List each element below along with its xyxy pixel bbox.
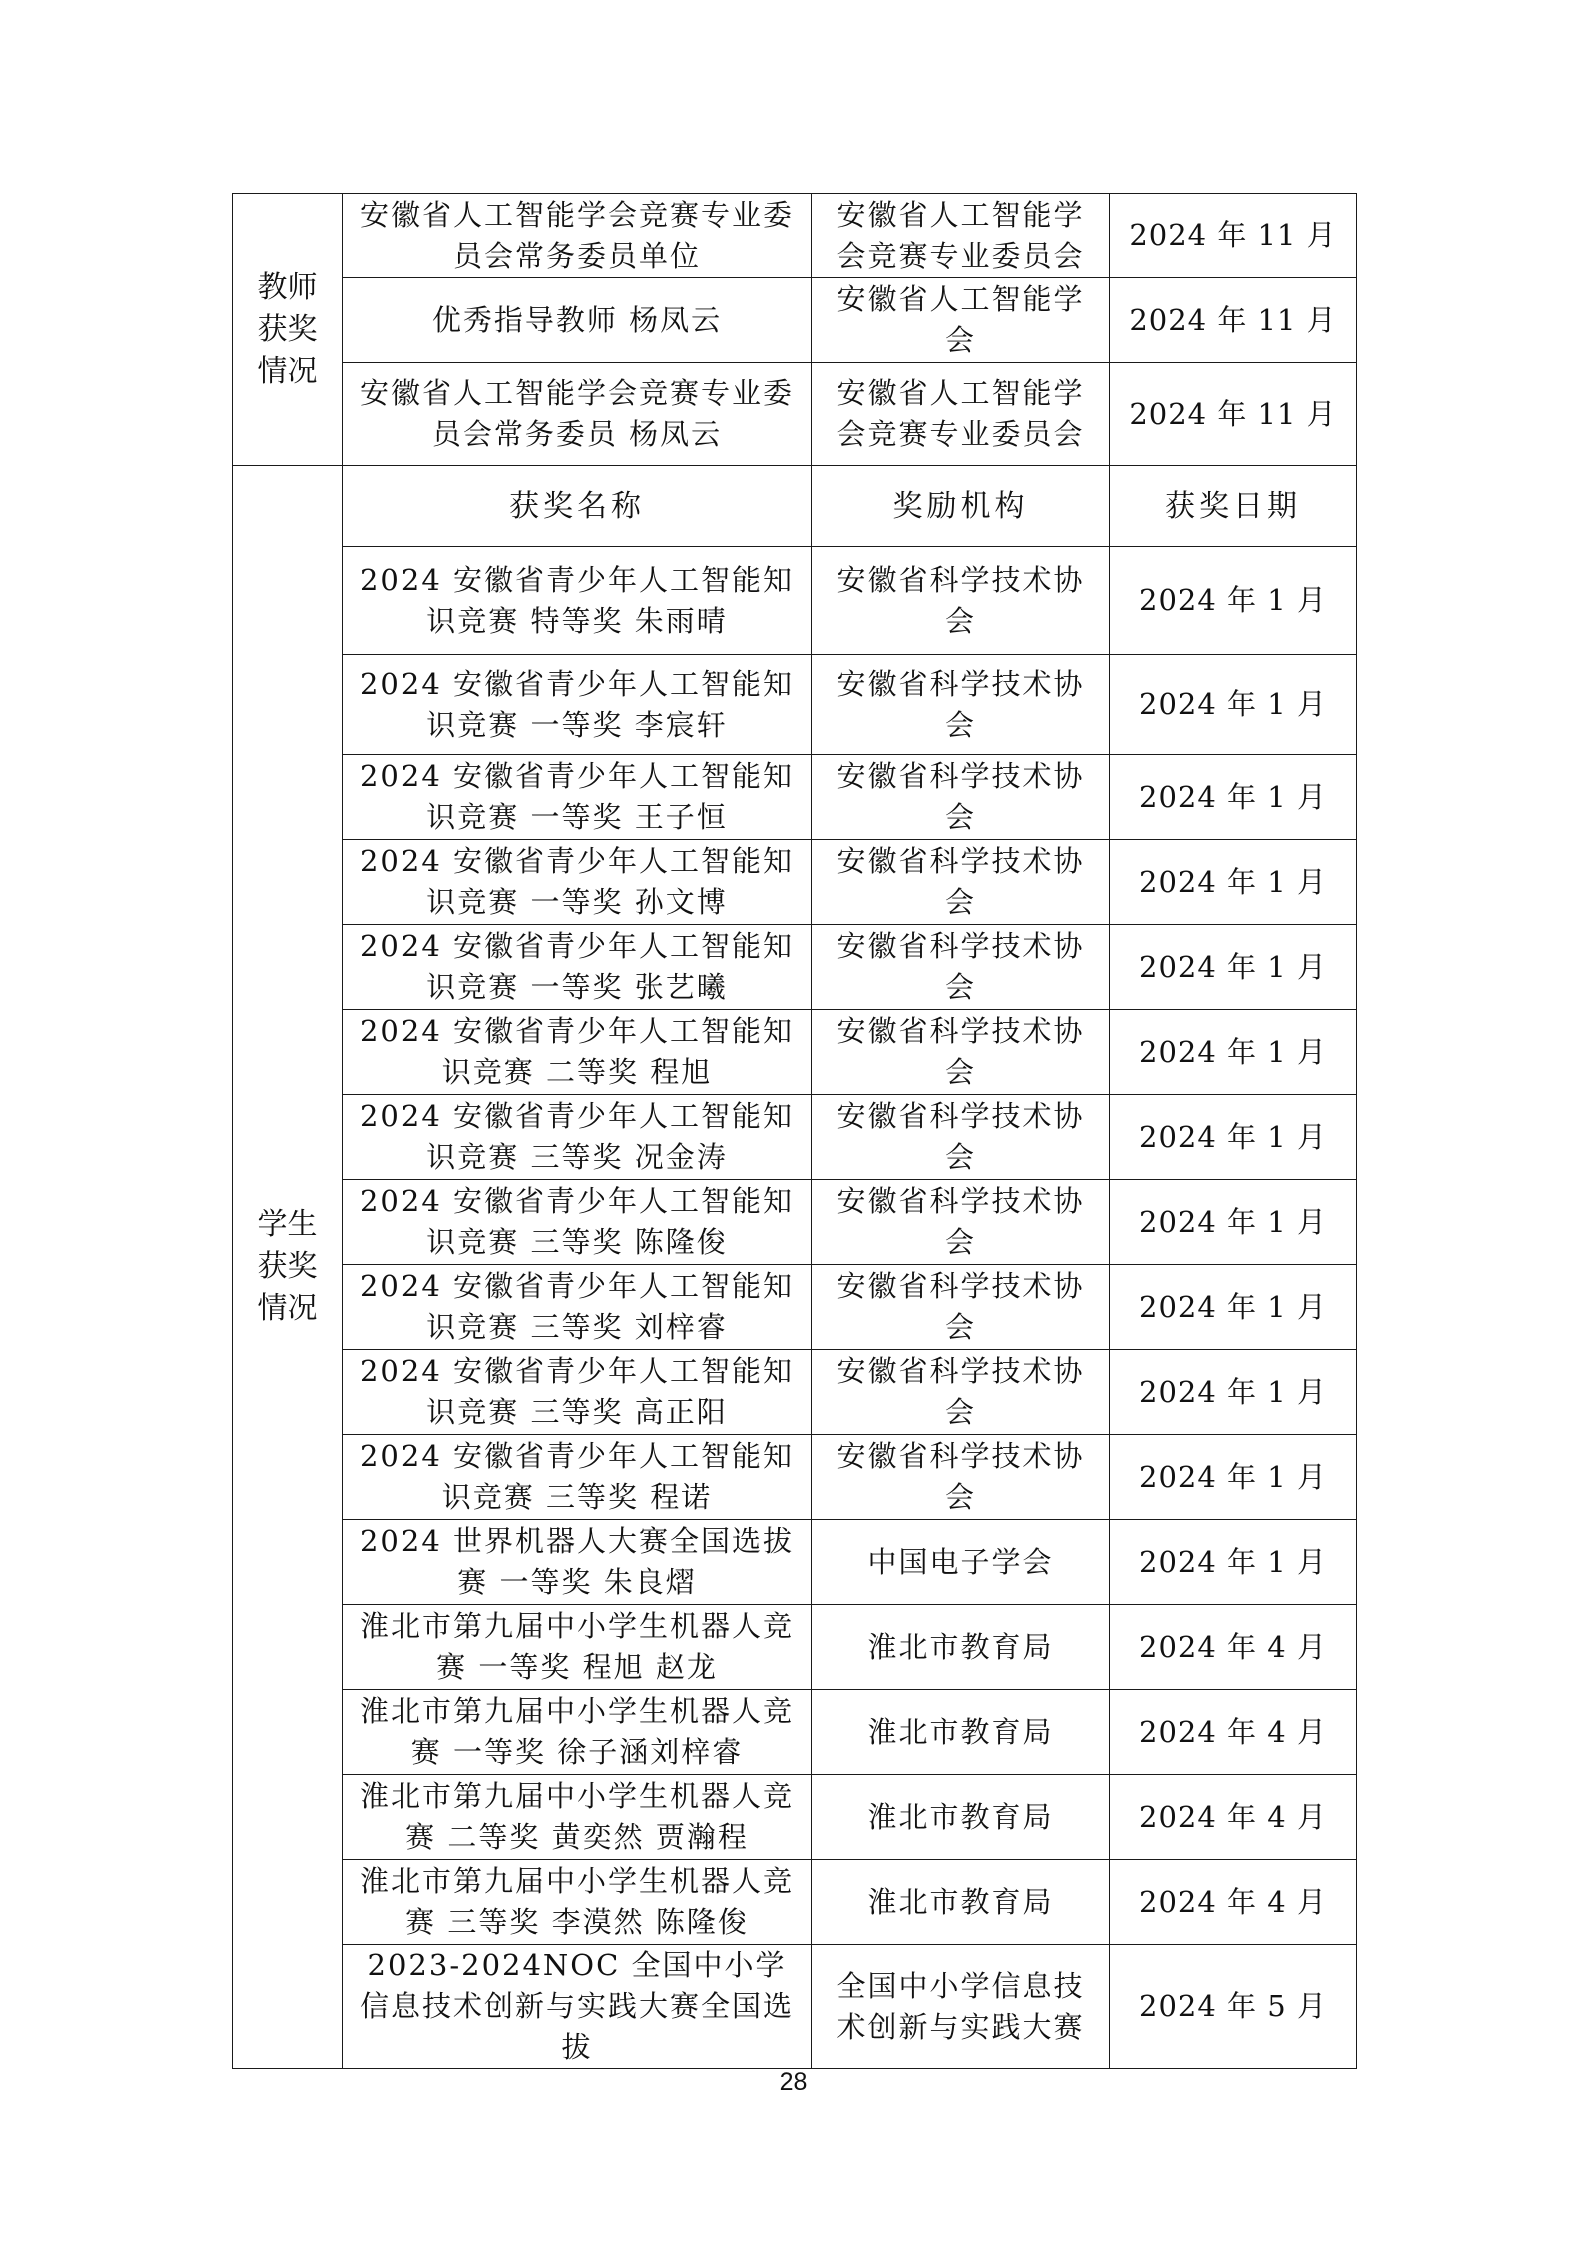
award-org-cell: 安徽省科学技术协会	[812, 755, 1110, 840]
award-name-cell: 2024 安徽省青少年人工智能知识竞赛 三等奖 陈隆俊	[343, 1180, 812, 1265]
award-name-cell: 2024 世界机器人大赛全国选拔赛 一等奖 朱良熠	[343, 1520, 812, 1605]
award-org-cell: 安徽省人工智能学会竞赛专业委员会	[812, 363, 1110, 466]
award-date-cell: 2024 年 4 月	[1110, 1690, 1357, 1775]
award-date-cell: 2024 年 1 月	[1110, 925, 1357, 1010]
award-org-cell: 安徽省科学技术协会	[812, 1350, 1110, 1435]
award-name-cell: 2024 安徽省青少年人工智能知识竞赛 三等奖 刘梓睿	[343, 1265, 812, 1350]
award-org-cell: 安徽省科学技术协会	[812, 1265, 1110, 1350]
award-name-cell: 2024 安徽省青少年人工智能知识竞赛 特等奖 朱雨晴	[343, 547, 812, 655]
table-row	[233, 1180, 1357, 1265]
award-date-cell: 2024 年 11 月	[1110, 194, 1357, 278]
award-org-cell: 安徽省科学技术协会	[812, 840, 1110, 925]
award-date-cell: 2024 年 1 月	[1110, 755, 1357, 840]
header-award-date: 获奖日期	[1110, 466, 1357, 547]
award-date-cell: 2024 年 1 月	[1110, 655, 1357, 755]
page-number: 28	[779, 2068, 808, 2096]
table-row	[233, 363, 1357, 466]
table-row	[233, 1095, 1357, 1180]
table-row	[233, 1775, 1357, 1860]
award-date-cell: 2024 年 5 月	[1110, 1945, 1357, 2069]
award-name-cell: 优秀指导教师 杨凤云	[343, 278, 812, 363]
award-date-cell: 2024 年 11 月	[1110, 363, 1357, 466]
table-row	[233, 1520, 1357, 1605]
award-name-cell: 安徽省人工智能学会竞赛专业委员会常务委员 杨凤云	[343, 363, 812, 466]
award-date-cell: 2024 年 1 月	[1110, 1265, 1357, 1350]
award-date-cell: 2024 年 1 月	[1110, 1350, 1357, 1435]
header-award-name: 获奖名称	[343, 466, 812, 547]
award-date-cell: 2024 年 1 月	[1110, 1010, 1357, 1095]
award-name-cell: 2024 安徽省青少年人工智能知识竞赛 三等奖 况金涛	[343, 1095, 812, 1180]
award-name-cell: 2023-2024NOC 全国中小学信息技术创新与实践大赛全国选拔	[343, 1945, 812, 2069]
table-row	[233, 278, 1357, 363]
award-date-cell: 2024 年 1 月	[1110, 1435, 1357, 1520]
award-name-cell: 2024 安徽省青少年人工智能知识竞赛 一等奖 孙文博	[343, 840, 812, 925]
award-org-cell: 淮北市教育局	[812, 1605, 1110, 1690]
award-date-cell: 2024 年 1 月	[1110, 1180, 1357, 1265]
header-award-org: 奖励机构	[812, 466, 1110, 547]
award-name-cell: 2024 安徽省青少年人工智能知识竞赛 三等奖 高正阳	[343, 1350, 812, 1435]
award-org-cell: 安徽省科学技术协会	[812, 547, 1110, 655]
award-org-cell: 淮北市教育局	[812, 1690, 1110, 1775]
table-row	[233, 755, 1357, 840]
award-org-cell: 安徽省科学技术协会	[812, 1095, 1110, 1180]
table-header-row	[233, 466, 1357, 547]
teacher-section-label: 教师 获奖 情况	[233, 194, 343, 466]
award-date-cell: 2024 年 4 月	[1110, 1860, 1357, 1945]
award-name-cell: 2024 安徽省青少年人工智能知识竞赛 三等奖 程诺	[343, 1435, 812, 1520]
table-row	[233, 194, 1357, 278]
award-org-cell: 淮北市教育局	[812, 1860, 1110, 1945]
table-row	[233, 1605, 1357, 1690]
award-date-cell: 2024 年 1 月	[1110, 1520, 1357, 1605]
award-org-cell: 安徽省科学技术协会	[812, 925, 1110, 1010]
award-name-cell: 淮北市第九届中小学生机器人竞赛 二等奖 黄奕然 贾瀚程	[343, 1775, 812, 1860]
award-date-cell: 2024 年 4 月	[1110, 1775, 1357, 1860]
table-row	[233, 547, 1357, 655]
award-name-cell: 2024 安徽省青少年人工智能知识竞赛 二等奖 程旭	[343, 1010, 812, 1095]
award-date-cell: 2024 年 11 月	[1110, 278, 1357, 363]
award-date-cell: 2024 年 1 月	[1110, 840, 1357, 925]
award-org-cell: 安徽省人工智能学会	[812, 278, 1110, 363]
table-row	[233, 1435, 1357, 1520]
award-name-cell: 2024 安徽省青少年人工智能知识竞赛 一等奖 张艺曦	[343, 925, 812, 1010]
award-org-cell: 安徽省科学技术协会	[812, 1180, 1110, 1265]
award-org-cell: 全国中小学信息技术创新与实践大赛	[812, 1945, 1110, 2069]
table-row	[233, 1945, 1357, 2069]
award-org-cell: 淮北市教育局	[812, 1775, 1110, 1860]
table-row	[233, 1350, 1357, 1435]
award-name-cell: 2024 安徽省青少年人工智能知识竞赛 一等奖 李宸轩	[343, 655, 812, 755]
award-date-cell: 2024 年 1 月	[1110, 547, 1357, 655]
award-name-cell: 淮北市第九届中小学生机器人竞赛 三等奖 李漠然 陈隆俊	[343, 1860, 812, 1945]
table-row	[233, 1010, 1357, 1095]
award-name-cell: 安徽省人工智能学会竞赛专业委员会常务委员单位	[343, 194, 812, 278]
table-row	[233, 925, 1357, 1010]
table-row	[233, 1860, 1357, 1945]
table-row	[233, 840, 1357, 925]
award-date-cell: 2024 年 4 月	[1110, 1605, 1357, 1690]
award-org-cell: 安徽省人工智能学会竞赛专业委员会	[812, 194, 1110, 278]
award-org-cell: 安徽省科学技术协会	[812, 1435, 1110, 1520]
table-row	[233, 1265, 1357, 1350]
award-name-cell: 淮北市第九届中小学生机器人竞赛 一等奖 程旭 赵龙	[343, 1605, 812, 1690]
table-row	[233, 655, 1357, 755]
award-org-cell: 安徽省科学技术协会	[812, 1010, 1110, 1095]
award-date-cell: 2024 年 1 月	[1110, 1095, 1357, 1180]
student-section-label: 学生 获奖 情况	[233, 466, 343, 2069]
award-name-cell: 淮北市第九届中小学生机器人竞赛 一等奖 徐子涵刘梓睿	[343, 1690, 812, 1775]
award-org-cell: 中国电子学会	[812, 1520, 1110, 1605]
table-row	[233, 1690, 1357, 1775]
award-name-cell: 2024 安徽省青少年人工智能知识竞赛 一等奖 王子恒	[343, 755, 812, 840]
award-table	[232, 193, 1357, 2069]
award-org-cell: 安徽省科学技术协会	[812, 655, 1110, 755]
